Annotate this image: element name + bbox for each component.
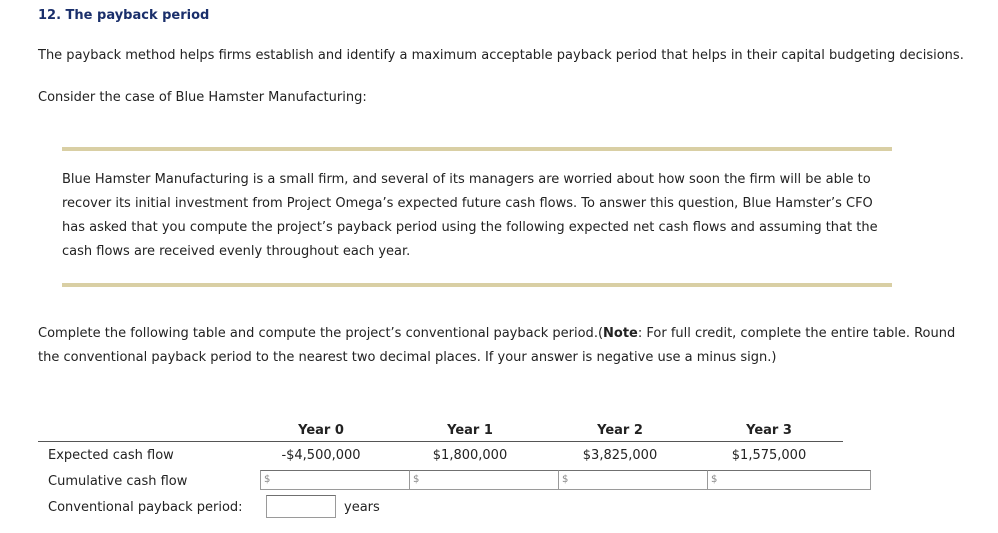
- dollar-prefix: $: [413, 474, 420, 485]
- column-header-year-0: Year 0: [298, 423, 344, 438]
- instructions-lead: Complete the following table and compute the project’s conventional payback period.(: [38, 326, 604, 341]
- dollar-prefix: $: [264, 474, 271, 485]
- payback-period-label: Conventional payback period:: [48, 500, 243, 515]
- intro-text: The payback method helps firms establish and identify a maximum acceptable payback period that helps in their capital budgeting decisions.: [38, 48, 964, 63]
- case-box-text: Blue Hamster Manufacturing is a small firm, and several of its managers are worried about how soon the firm will be able to recover its initial investment from Project Omega’s expected future cash flows. To answer this question, Blue Hamster’s CFO has asked that you compute the project’s payback period using the following expected net cash flows and assuming that the cash flows are received evenly throughout each year.: [62, 172, 878, 259]
- column-header-year-3: Year 3: [746, 423, 792, 438]
- expected-cash-flow-year-0: -$4,500,000: [281, 448, 361, 463]
- payback-period-input[interactable]: [266, 495, 336, 518]
- expected-cash-flow-label: Expected cash flow: [48, 448, 174, 463]
- note-label: Note: [603, 326, 638, 341]
- instructions-text: [38, 322, 958, 370]
- expected-cash-flow-year-2: $3,825,000: [582, 448, 658, 463]
- table-header-rule: [38, 441, 843, 442]
- expected-cash-flow-year-1: $1,800,000: [432, 448, 508, 463]
- cumulative-cash-flow-year-2-input[interactable]: [558, 470, 722, 490]
- payback-period-unit: years: [344, 500, 380, 515]
- cumulative-cash-flow-year-0-input[interactable]: [260, 470, 424, 490]
- expected-cash-flow-year-3: $1,575,000: [731, 448, 807, 463]
- case-box-top-rule: [62, 147, 892, 151]
- cumulative-cash-flow-label: Cumulative cash flow: [48, 474, 188, 489]
- case-box-bottom-rule: [62, 283, 892, 287]
- cumulative-cash-flow-year-3-input[interactable]: [707, 470, 871, 490]
- consider-text: Consider the case of Blue Hamster Manufacturing:: [38, 90, 367, 105]
- dollar-prefix: $: [562, 474, 569, 485]
- column-header-year-1: Year 1: [447, 423, 493, 438]
- column-header-year-2: Year 2: [597, 423, 643, 438]
- note-text: : For full credit, complete the entire table. Round the conventional payback period to the nearest two decimal places. If your answer is negative use a minus sign.): [38, 326, 956, 365]
- dollar-prefix: $: [711, 474, 718, 485]
- question-title: 12. The payback period: [38, 8, 210, 23]
- cumulative-cash-flow-year-1-input[interactable]: [409, 470, 573, 490]
